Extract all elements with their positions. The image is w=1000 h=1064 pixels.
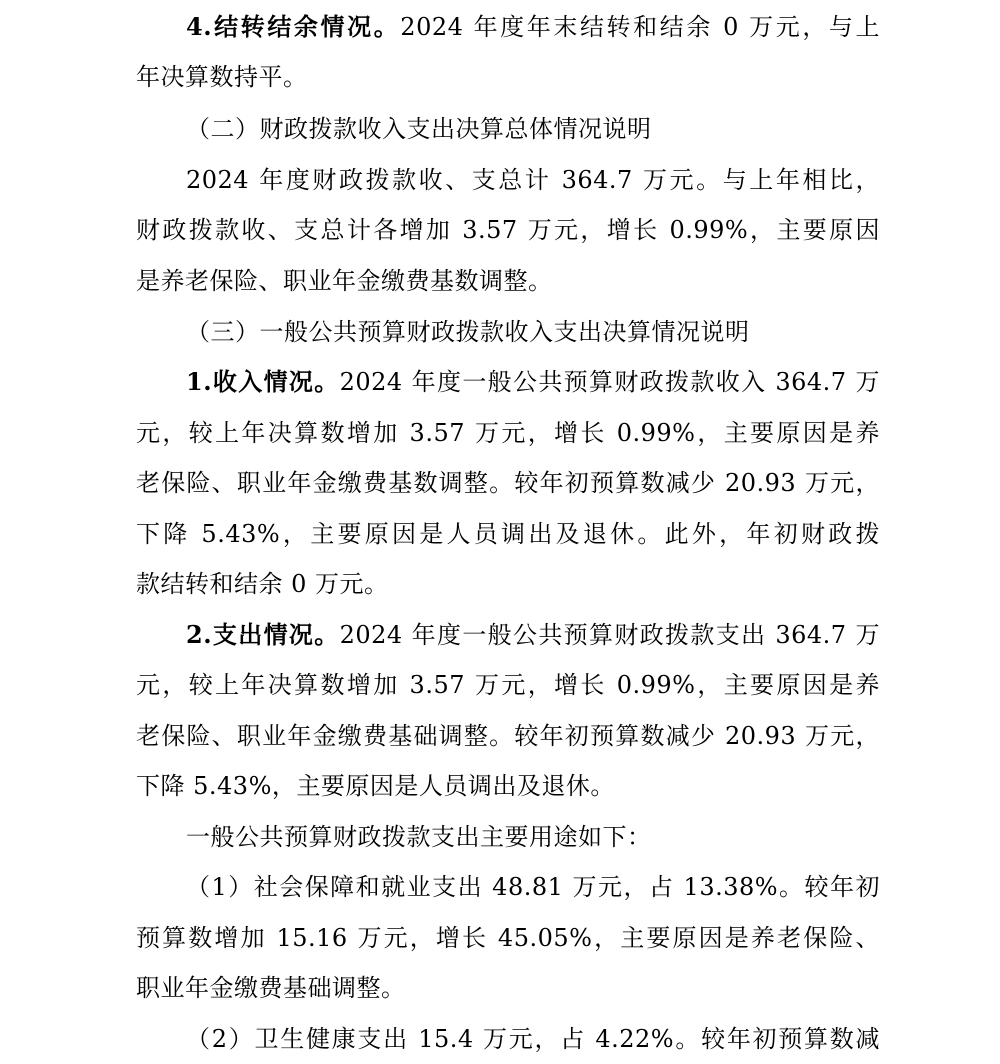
paragraph-line: 下降 5.43%，主要原因是人员调出及退休。 — [136, 772, 615, 800]
paragraph-line: 元，较上年决算数增加 3.57 万元，增长 0.99%，主要原因是养 — [136, 671, 880, 699]
paragraph-line: 老保险、职业年金缴费基数调整。较年初预算数减少 20.93 万元， — [136, 469, 880, 497]
paragraph-line: （1）社会保障和就业支出 48.81 万元，占 13.38%。较年初 — [186, 873, 880, 901]
paragraph-line: 款结转和结余 0 万元。 — [136, 570, 389, 598]
paragraph-line: 老保险、职业年金缴费基础调整。较年初预算数减少 20.93 万元， — [136, 722, 880, 750]
paragraph-line: 财政拨款收、支总计各增加 3.57 万元，增长 0.99%，主要原因 — [136, 216, 880, 244]
subsection-heading: 1.收入情况。 — [186, 367, 340, 396]
paragraph-line: 年决算数持平。 — [136, 63, 308, 91]
section-heading: （二）财政拨款收入支出决算总体情况说明 — [186, 115, 652, 143]
paragraph-line: 1.收入情况。2024 年度一般公共预算财政拨款收入 364.7 万 — [186, 367, 881, 396]
paragraph-line: 预算数增加 15.16 万元，增长 45.05%，主要原因是养老保险、 — [136, 924, 880, 952]
paragraph-line: 是养老保险、职业年金缴费基数调整。 — [136, 267, 553, 295]
paragraph-line: 2.支出情况。2024 年度一般公共预算财政拨款支出 364.7 万 — [186, 620, 881, 649]
paragraph-line: 元，较上年决算数增加 3.57 万元，增长 0.99%，主要原因是养 — [136, 419, 880, 447]
paragraph-line: 职业年金缴费基础调整。 — [136, 974, 406, 1002]
paragraph-line: 一般公共预算财政拨款支出主要用途如下： — [186, 823, 652, 851]
subsection-heading: 2.支出情况。 — [186, 620, 340, 649]
section-heading: 4.结转结余情况。 — [186, 12, 401, 41]
paragraph-line: （2）卫生健康支出 15.4 万元，占 4.22%。较年初预算数减 — [186, 1025, 880, 1053]
paragraph-line: 下降 5.43%，主要原因是人员调出及退休。此外，年初财政拨 — [136, 520, 880, 548]
paragraph-line: 4.结转结余情况。2024 年度年末结转和结余 0 万元，与上 — [186, 12, 880, 41]
paragraph-line: 2024 年度财政拨款收、支总计 364.7 万元。与上年相比， — [186, 166, 880, 194]
section-heading: （三）一般公共预算财政拨款收入支出决算情况说明 — [186, 318, 750, 346]
